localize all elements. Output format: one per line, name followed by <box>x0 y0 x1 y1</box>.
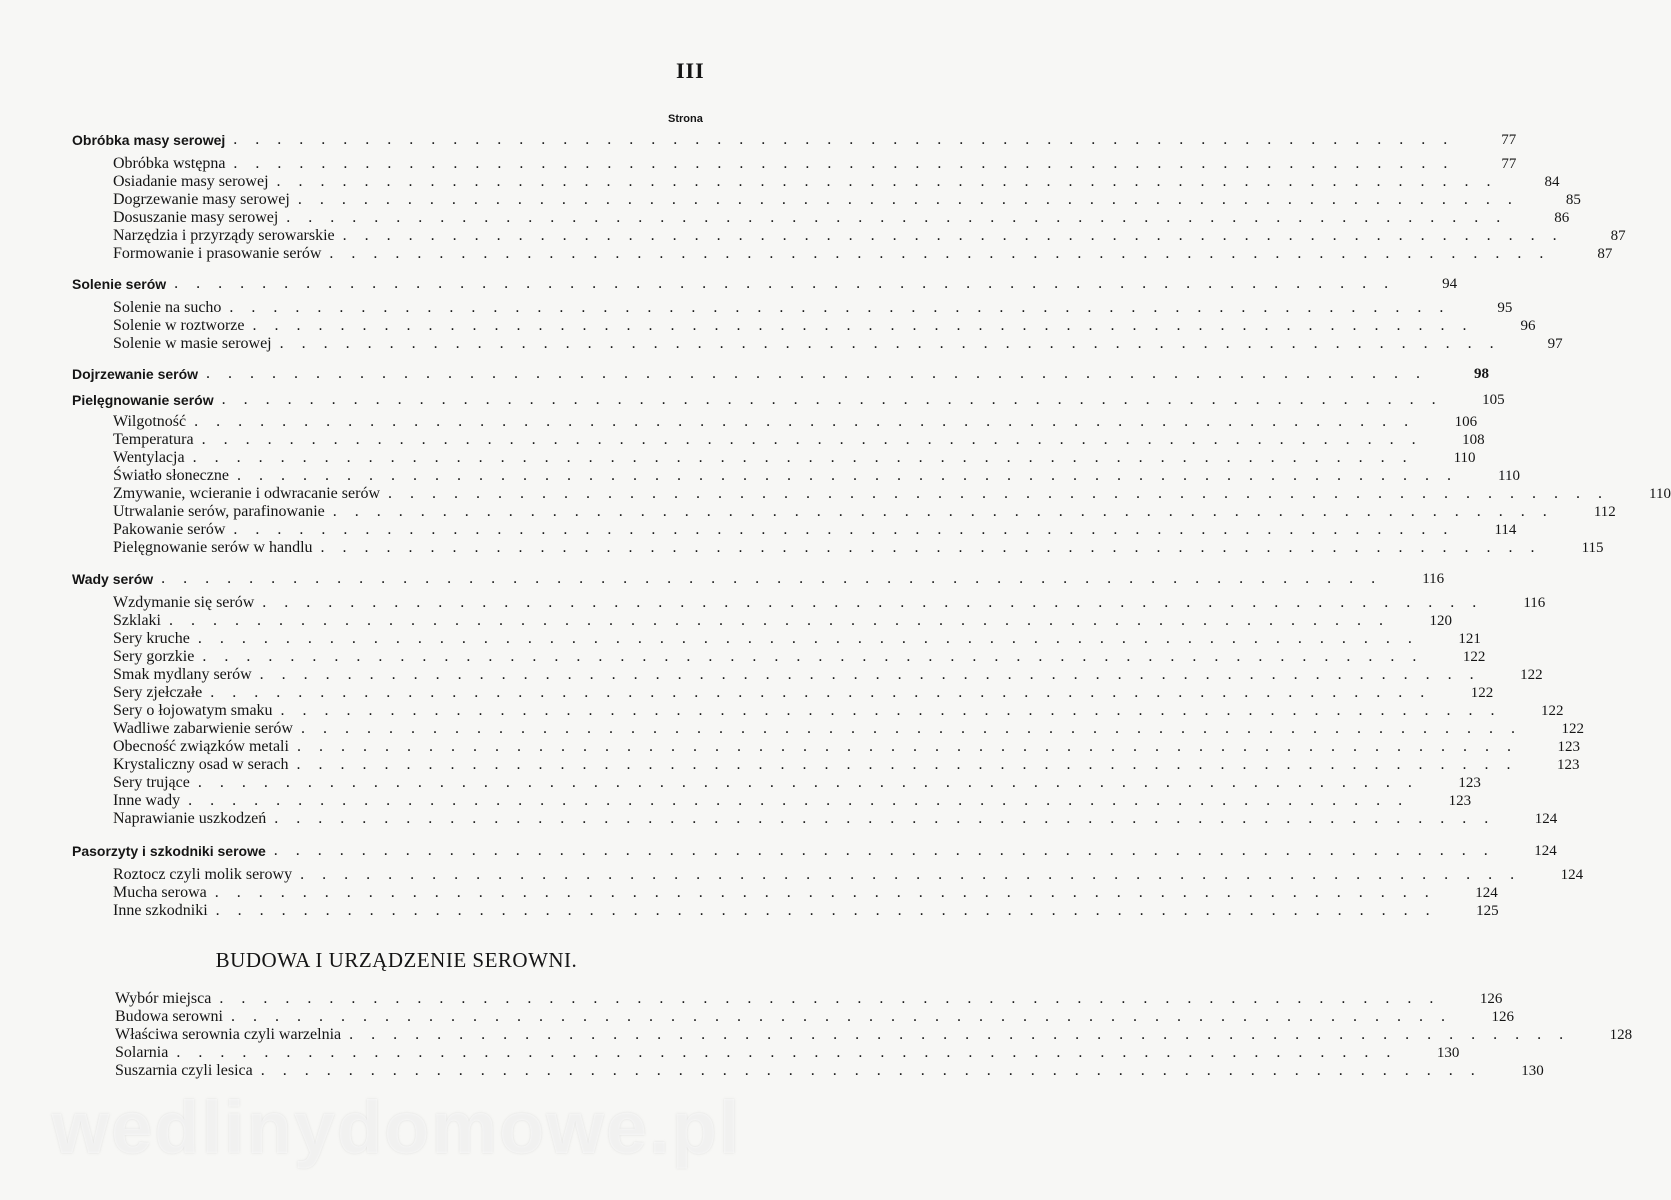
toc-entry-page: 120 <box>1429 613 1452 629</box>
toc-entry-page: 122 <box>1561 721 1584 737</box>
toc-section-heading[interactable] <box>0 389 1505 409</box>
toc-entry-title: Dojrzewanie serów <box>72 366 199 382</box>
toc-entry[interactable] <box>0 882 1498 902</box>
dot-leader <box>274 810 1495 828</box>
toc-entry-page: 98 <box>1474 366 1490 382</box>
toc-entry-title: Naprawianie uszkodzeń <box>113 810 267 827</box>
toc-entry[interactable] <box>0 628 1481 648</box>
toc-entry-page: 125 <box>1476 903 1499 919</box>
toc-entry[interactable] <box>0 682 1494 702</box>
toc-entry-title: Wadliwe zabarwienie serów <box>113 720 293 737</box>
part-heading: BUDOWA I URZĄDZENIE SEROWNI. <box>215 948 578 972</box>
toc-entry-page: 112 <box>1593 504 1616 520</box>
toc-entry-page: 123 <box>1448 793 1472 809</box>
toc-entry-page: 110 <box>1649 486 1671 502</box>
toc-entry-page: 77 <box>1501 156 1517 172</box>
toc-entry[interactable] <box>0 447 1476 467</box>
toc-entry[interactable] <box>0 754 1580 774</box>
toc-entry-title: Solenie na sucho <box>113 299 222 316</box>
toc-entry-page: 121 <box>1458 631 1481 647</box>
dot-leader <box>329 245 1550 263</box>
dot-leader <box>206 365 1427 383</box>
toc-entry-page: 130 <box>1436 1045 1460 1061</box>
toc-entry-page: 122 <box>1520 667 1543 683</box>
toc-entry-page: 87 <box>1597 246 1613 262</box>
toc-entry[interactable] <box>0 700 1564 720</box>
toc-entry[interactable] <box>0 718 1584 738</box>
toc-entry-title: Zmywanie, wcieranie i odwracanie serów <box>113 485 380 502</box>
toc-entry-page: 115 <box>1581 540 1604 556</box>
toc-entry[interactable] <box>0 1042 1460 1062</box>
toc-entry[interactable] <box>0 333 1563 353</box>
toc-entry[interactable] <box>0 225 1626 245</box>
toc-entry[interactable] <box>0 1024 1633 1044</box>
toc-section-heading[interactable] <box>0 273 1458 293</box>
toc-entry[interactable] <box>0 592 1546 612</box>
toc-entry-title: Szklaki <box>113 612 161 629</box>
toc-entry[interactable] <box>0 411 1478 431</box>
toc-entry-title: Solenie w roztworze <box>113 317 245 334</box>
dot-leader <box>233 131 1454 149</box>
toc-entry-title: Obecność związków metali <box>113 738 289 755</box>
page-column-label: Strona <box>668 113 703 125</box>
toc-entry-title: Wentylacja <box>113 449 185 466</box>
toc-entry-title: Wilgotność <box>113 413 187 430</box>
toc-entry[interactable] <box>0 483 1671 503</box>
toc-entry[interactable] <box>0 1060 1544 1080</box>
toc-entry-page: 130 <box>1521 1063 1544 1079</box>
toc-entry[interactable] <box>0 900 1499 920</box>
toc-entry-page: 123 <box>1458 775 1481 791</box>
toc-entry[interactable] <box>0 501 1616 521</box>
dot-leader <box>216 902 1437 920</box>
toc-entry-page: 97 <box>1547 336 1563 352</box>
toc-entry-page: 116 <box>1523 595 1546 611</box>
toc-entry-page: 77 <box>1501 132 1517 148</box>
toc-entry-title: Solenie serów <box>72 276 167 292</box>
toc-section-heading[interactable] <box>0 129 1517 149</box>
toc-entry[interactable] <box>0 465 1520 485</box>
page-number: III <box>676 58 705 83</box>
toc-entry[interactable] <box>0 864 1584 884</box>
toc-entry-title: Mucha serowa <box>113 884 207 901</box>
toc-entry[interactable] <box>0 1006 1514 1026</box>
toc-entry[interactable] <box>0 610 1452 630</box>
toc-entry-page: 122 <box>1462 649 1486 665</box>
dot-leader <box>222 391 1443 409</box>
toc-entry[interactable] <box>0 243 1613 263</box>
toc-entry-title: Wady serów <box>72 571 154 587</box>
toc-entry-title: Roztocz czyli molik serowy <box>113 866 293 883</box>
toc-entry-title: Inne wady <box>113 792 181 809</box>
toc-entry-title: Krystaliczny osad w serach <box>113 756 289 773</box>
toc-entry-page: 126 <box>1479 991 1503 1007</box>
toc-section-heading[interactable] <box>0 840 1557 860</box>
toc-entry-page: 124 <box>1560 867 1584 883</box>
toc-entry-title: Dogrzewanie masy serowej <box>113 191 290 208</box>
toc-entry-page: 128 <box>1609 1027 1633 1043</box>
toc-entry-title: Światło słoneczne <box>113 467 229 484</box>
dot-leader <box>161 570 1382 588</box>
toc-entry-title: Utrwalanie serów, parafinowanie <box>113 503 325 520</box>
toc-entry-page: 84 <box>1544 174 1560 190</box>
toc-entry-page: 123 <box>1557 739 1580 755</box>
toc-entry[interactable] <box>0 646 1486 666</box>
dot-leader <box>261 1062 1482 1080</box>
toc-entry[interactable] <box>0 988 1503 1008</box>
dot-leader <box>280 335 1501 353</box>
dot-leader <box>321 539 1542 557</box>
toc-entry-title: Suszarnia czyli lesica <box>115 1062 253 1079</box>
toc-entry[interactable] <box>0 519 1517 539</box>
dot-leader <box>174 275 1395 293</box>
toc-entry-title: Sery kruche <box>113 630 190 647</box>
toc-entry-title: Smak mydlany serów <box>113 666 252 683</box>
toc-entry[interactable] <box>0 207 1570 227</box>
toc-entry-title: Sery zjełczałe <box>113 684 203 701</box>
toc-entry[interactable] <box>0 772 1481 792</box>
toc-entry-title: Budowa serowni <box>115 1008 223 1025</box>
toc-entry[interactable] <box>0 790 1472 810</box>
toc-entry-page: 124 <box>1475 885 1498 901</box>
toc-entry-title: Właściwa serownia czyli warzelnia <box>115 1026 342 1043</box>
toc-entry-page: 123 <box>1557 757 1580 773</box>
toc-entry[interactable] <box>0 537 1604 557</box>
toc-entry-page: 85 <box>1565 192 1581 208</box>
toc-entry-page: 95 <box>1497 300 1513 316</box>
toc-entry-title: Obróbka masy serowej <box>72 132 226 148</box>
toc-entry-title: Wybór miejsca <box>115 990 212 1007</box>
toc-entry-page: 110 <box>1498 468 1520 484</box>
toc-entry-page: 122 <box>1470 685 1494 701</box>
toc-entry-page: 110 <box>1453 450 1476 466</box>
toc-entry-page: 87 <box>1610 228 1626 244</box>
toc-entry-page: 114 <box>1494 522 1517 538</box>
toc-entry-title: Temperatura <box>113 431 194 448</box>
toc-entry-page: 124 <box>1534 811 1558 827</box>
toc-entry-page: 106 <box>1454 414 1478 430</box>
toc-entry[interactable] <box>0 315 1536 335</box>
toc-entry[interactable] <box>0 297 1513 317</box>
toc-entry-title: Solarnia <box>115 1044 169 1061</box>
toc-section-heading[interactable] <box>0 363 1490 383</box>
toc-entry-title: Pielęgnowanie serów <box>72 392 214 408</box>
toc-entry-title: Wzdymanie się serów <box>113 594 255 611</box>
toc-entry[interactable] <box>0 664 1543 684</box>
toc-entry-title: Pakowanie serów <box>113 521 226 538</box>
toc-entry-title: Osiadanie masy serowej <box>113 173 269 190</box>
toc-entry-title: Narzędzia i przyrządy serowarskie <box>113 227 335 244</box>
toc-entry-page: 96 <box>1520 318 1536 334</box>
toc-entry-title: Formowanie i prasowanie serów <box>113 245 322 262</box>
toc-entry[interactable] <box>0 153 1517 173</box>
toc-entry-page: 126 <box>1491 1009 1514 1025</box>
toc-entry-title: Sery gorzkie <box>113 648 195 665</box>
toc-entry-title: Inne szkodniki <box>113 902 208 919</box>
toc-entry[interactable] <box>0 736 1580 756</box>
toc-entry-page: 116 <box>1422 571 1445 587</box>
toc-entry-page: 105 <box>1482 392 1505 408</box>
toc-entry-page: 122 <box>1541 703 1564 719</box>
toc-entry-page: 86 <box>1554 210 1570 226</box>
toc-entry-title: Sery trujące <box>113 774 190 791</box>
toc-entry[interactable] <box>0 171 1560 191</box>
toc-entry[interactable] <box>0 808 1558 828</box>
toc-entry-title: Obróbka wstępna <box>113 155 226 172</box>
watermark: wedlinydomowe.pl <box>51 1086 742 1169</box>
toc-entry[interactable] <box>0 189 1581 209</box>
toc-entry-title: Pasorzyty i szkodniki serowe <box>72 843 266 859</box>
toc-entry-page: 124 <box>1534 843 1557 859</box>
toc-entry-page: 108 <box>1462 432 1485 448</box>
toc-entry-title: Pielęgnowanie serów w handlu <box>113 539 313 556</box>
toc-entry-title: Solenie w masie serowej <box>113 335 272 352</box>
toc-entry[interactable] <box>0 429 1485 449</box>
toc-entry-title: Sery o łojowatym smaku <box>113 702 273 719</box>
toc-section-heading[interactable] <box>0 568 1445 588</box>
dot-leader <box>274 842 1495 860</box>
toc-entry-page: 94 <box>1442 276 1458 292</box>
toc-entry-title: Dosuszanie masy serowej <box>113 209 279 226</box>
